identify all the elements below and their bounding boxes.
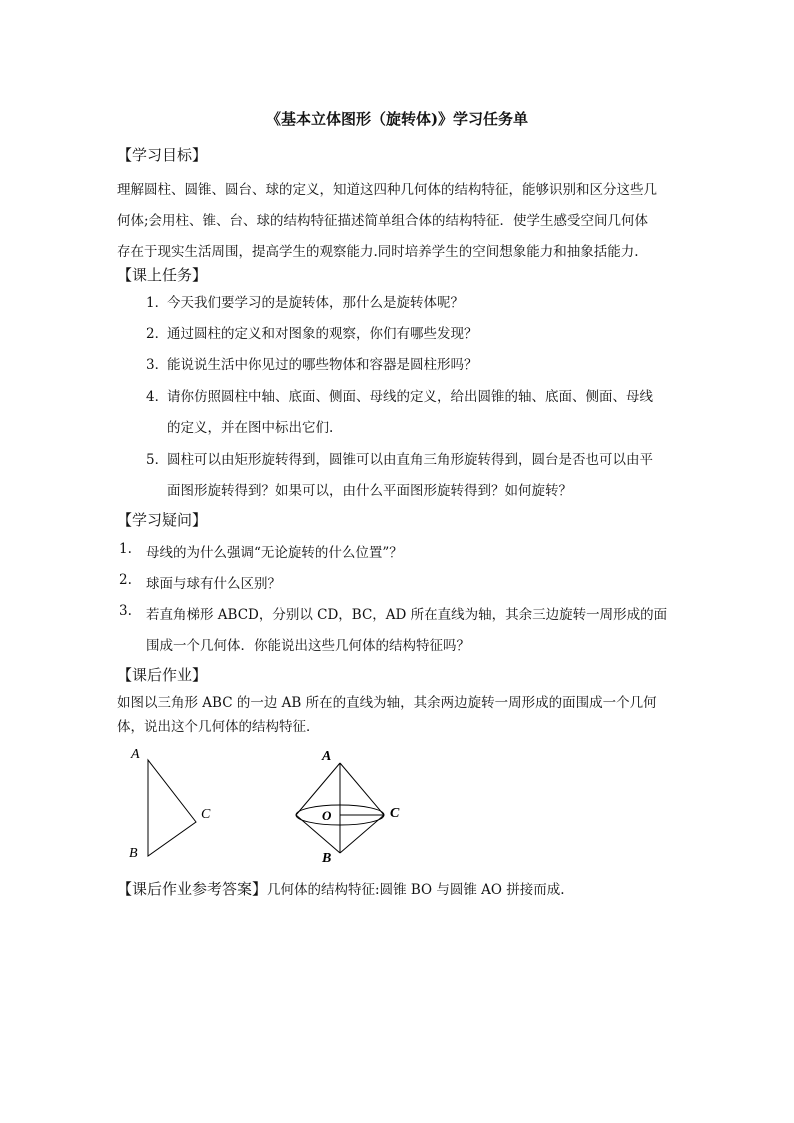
question-number-1: 1.: [119, 541, 132, 557]
task-item-2: 通过圆柱的定义和对图象的观察，你们有哪些发现？: [167, 326, 478, 342]
task-number-2: 2．: [146, 326, 169, 342]
cone-label-c: C: [390, 806, 400, 821]
task-item-5-line-1: 圆柱可以由矩形旋转得到，圆锥可以由直角三角形旋转得到，圆台是否也可以由平: [167, 452, 653, 468]
homework-heading: 【课后作业】: [117, 666, 208, 684]
objectives-line-3: 存在于现实生活周围，提高学生的观察能力.同时培养学生的空间想象能力和抽象括能力.: [117, 244, 639, 260]
objectives-line-2: 何体;会用柱、锥、台、球的结构特征描述简单组合体的结构特征．使学生感受空间几何体: [117, 213, 649, 229]
cone-label-a: A: [322, 749, 332, 764]
double-cone-figure: [296, 749, 400, 866]
triangle-outline: [148, 760, 196, 856]
cone-generatrix-upper-left: [296, 763, 340, 815]
triangle-figure: [129, 747, 211, 861]
question-number-3: 3.: [119, 603, 132, 619]
cone-generatrix-upper-right: [340, 763, 384, 815]
question-item-3-line-1: 若直角梯形 ABCD，分别以 CD，BC，AD 所在直线为轴，其余三边旋转一周形成的面: [146, 607, 668, 623]
answer-row: [117, 878, 565, 899]
question-item-1: 母线的为什么强调“无论旋转的什么位置”？: [146, 545, 403, 561]
task-number-4: 4．: [146, 389, 169, 405]
task-item-3: 能说说生活中你见过的哪些物体和容器是圆柱形吗？: [167, 357, 478, 373]
triangle-label-c: C: [201, 807, 211, 822]
tasks-heading: 【课上任务】: [117, 266, 208, 284]
question-item-3-line-2: 围成一个几何体．你能说出这些几何体的结构特征吗？: [146, 638, 470, 654]
answer-text: 几何体的结构特征:圆锥 BO 与圆锥 AO 拼接而成.: [267, 882, 565, 898]
cone-label-o: O: [322, 808, 332, 823]
task-number-3: 3．: [146, 357, 169, 373]
objectives-line-1: 理解圆柱、圆锥、圆台、球的定义，知道这四种几何体的结构特征，能够识别和区分这些几: [117, 182, 657, 198]
question-number-2: 2.: [119, 572, 132, 588]
cone-label-b: B: [322, 851, 332, 866]
task-item-4-line-2: 的定义，并在图中标出它们.: [167, 420, 334, 436]
homework-line-2: 体，说出这个几何体的结构特征．: [117, 719, 320, 735]
task-item-1: 今天我们要学习的是旋转体，那什么是旋转体呢？: [167, 295, 464, 311]
task-item-4-line-1: 请你仿照圆柱中轴、底面、侧面、母线的定义，给出圆锥的轴、底面、侧面、母线: [167, 389, 653, 405]
triangle-label-b: B: [129, 846, 138, 861]
task-number-1: 1．: [146, 295, 169, 311]
page-title: 《基本立体图形（旋转体)》学习任务单: [265, 110, 529, 128]
task-item-5-line-2: 面图形旋转得到？如果可以，由什么平面图形旋转得到？如何旋转？: [167, 483, 572, 499]
objectives-heading: 【学习目标】: [117, 146, 208, 164]
answer-heading: 【课后作业参考答案】: [117, 880, 268, 898]
task-number-5: 5．: [146, 452, 169, 468]
triangle-label-a: A: [131, 747, 140, 762]
questions-heading: 【学习疑问】: [117, 511, 208, 529]
homework-line-1: 如图以三角形 ABC 的一边 AB 所在的直线为轴，其余两边旋转一周形成的面围成一个几何: [117, 695, 657, 711]
question-item-2: 球面与球有什么区别？: [146, 576, 281, 592]
